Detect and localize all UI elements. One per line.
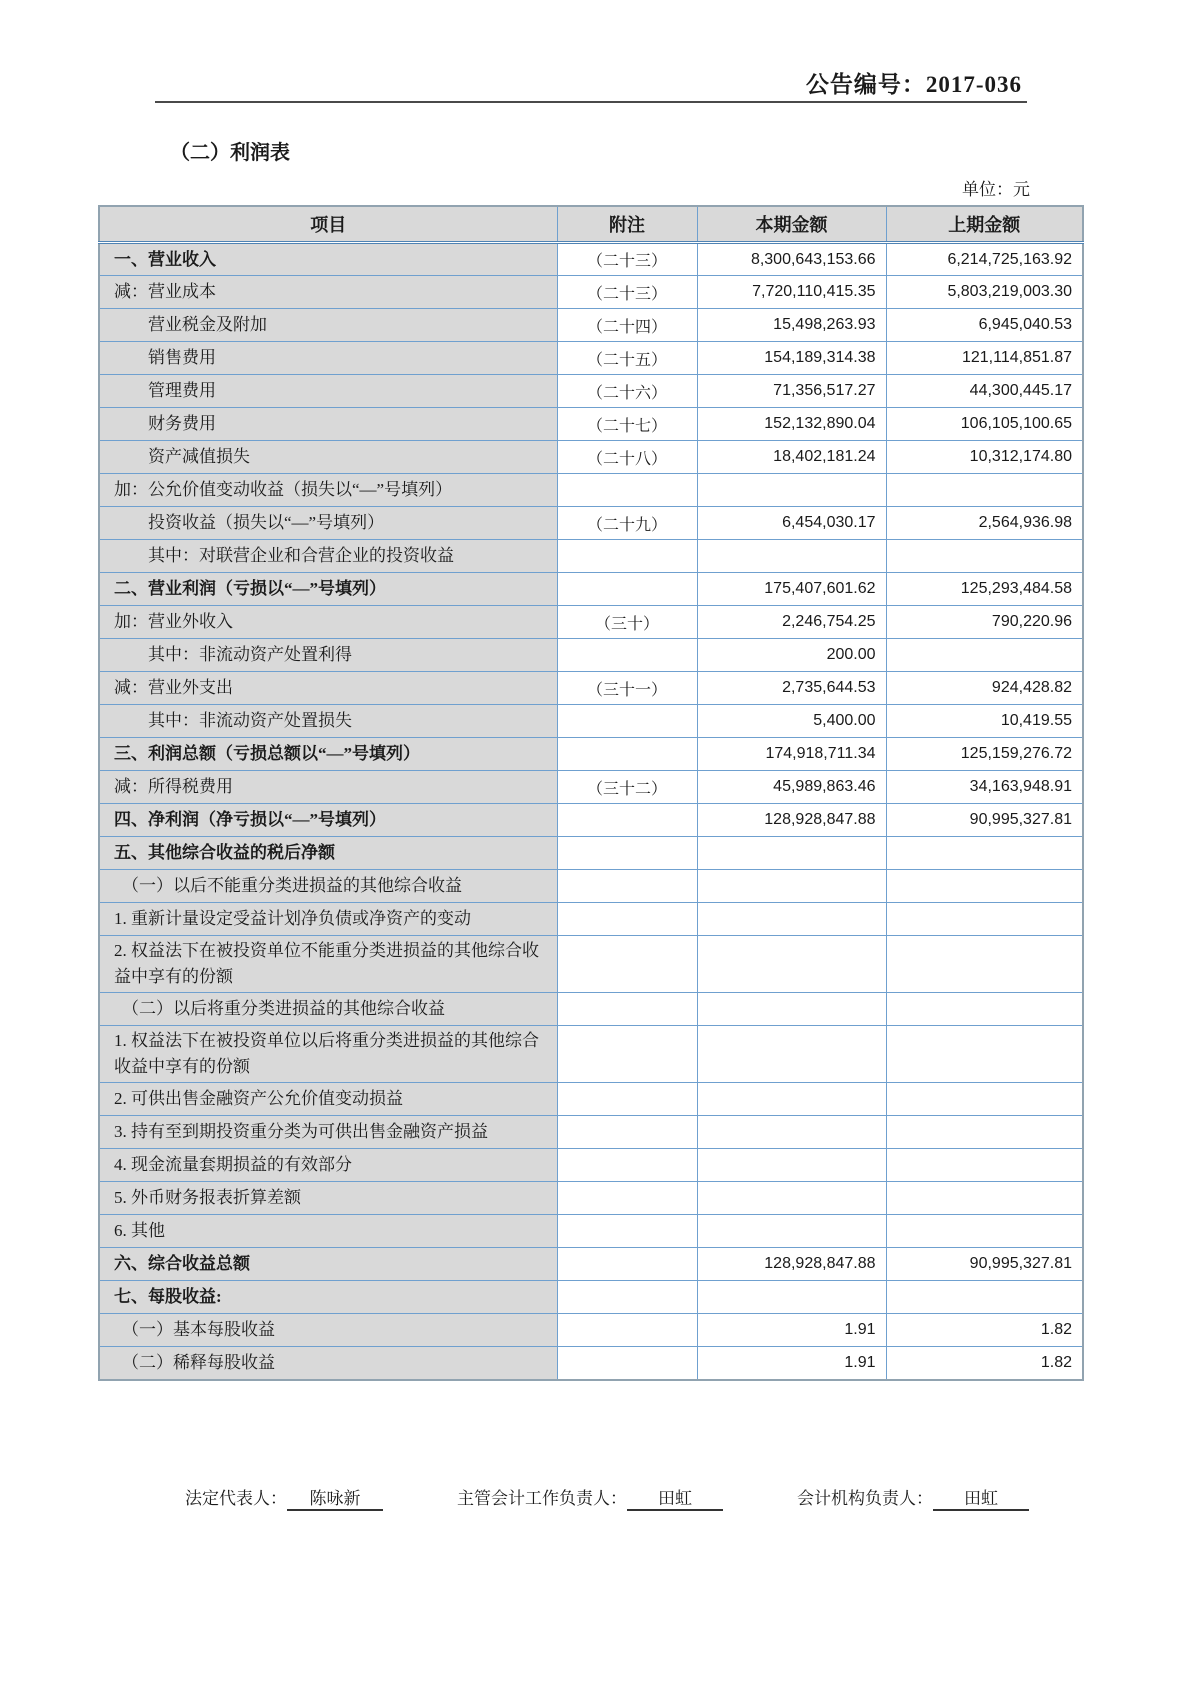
current-amount-cell: 2,246,754.25 [697,606,886,639]
item-cell: 一、营业收入 [99,243,557,276]
current-amount-cell [697,1116,886,1149]
table-row [99,573,1083,606]
note-cell [557,804,697,837]
table-header-row [99,206,1083,243]
table-row [99,936,1083,993]
item-cell: 五、其他综合收益的税后净额 [99,837,557,870]
note-cell [557,936,697,993]
current-amount-cell: 7,720,110,415.35 [697,276,886,309]
item-cell: 七、每股收益: [99,1281,557,1314]
table-row [99,738,1083,771]
table-row [99,804,1083,837]
note-cell [557,1314,697,1347]
current-amount-cell: 128,928,847.88 [697,804,886,837]
previous-amount-cell [886,993,1083,1026]
previous-amount-cell: 6,214,725,163.92 [886,243,1083,276]
signer-label: 法定代表人： [185,1489,287,1508]
note-cell: （三十一） [557,672,697,705]
table-row [99,705,1083,738]
table-row [99,606,1083,639]
previous-amount-cell [886,540,1083,573]
current-amount-cell: 15,498,263.93 [697,309,886,342]
item-cell: 2. 可供出售金融资产公允价值变动损益 [99,1083,557,1116]
current-amount-cell: 200.00 [697,639,886,672]
current-amount-cell: 2,735,644.53 [697,672,886,705]
item-cell: 三、利润总额（亏损总额以“—”号填列） [99,738,557,771]
signer-name: 田虹 [933,1484,1029,1511]
table-row [99,540,1083,573]
item-cell: 其中：非流动资产处置利得 [99,639,557,672]
previous-amount-cell: 121,114,851.87 [886,342,1083,375]
announcement-number: 公告编号：2017-036 [805,72,1022,97]
current-amount-cell [697,474,886,507]
previous-amount-cell [886,1026,1083,1083]
previous-amount-cell: 10,419.55 [886,705,1083,738]
note-cell: （二十八） [557,441,697,474]
unit-label: 单位：元 [962,180,1030,199]
previous-amount-cell: 90,995,327.81 [886,1248,1083,1281]
previous-amount-cell [886,1182,1083,1215]
table-row [99,408,1083,441]
signer-name: 陈咏新 [287,1484,383,1511]
current-amount-cell: 152,132,890.04 [697,408,886,441]
note-cell [557,1281,697,1314]
note-cell [557,1149,697,1182]
column-header-current: 本期金额 [697,206,886,243]
section-title: （二）利润表 [170,142,290,164]
signer [185,1484,383,1511]
item-cell: 管理费用 [99,375,557,408]
table-row [99,993,1083,1026]
table-row [99,309,1083,342]
previous-amount-cell [886,639,1083,672]
item-cell: （一）以后不能重分类进损益的其他综合收益 [99,870,557,903]
previous-amount-cell [886,1215,1083,1248]
table-row [99,1026,1083,1083]
current-amount-cell: 175,407,601.62 [697,573,886,606]
previous-amount-cell [886,1083,1083,1116]
table-row [99,1314,1083,1347]
previous-amount-cell: 1.82 [886,1314,1083,1347]
previous-amount-cell [886,870,1083,903]
current-amount-cell [697,993,886,1026]
note-cell [557,903,697,936]
item-cell: 3. 持有至到期投资重分类为可供出售金融资产损益 [99,1116,557,1149]
item-cell: 4. 现金流量套期损益的有效部分 [99,1149,557,1182]
note-cell: （二十九） [557,507,697,540]
item-cell: 减：营业外支出 [99,672,557,705]
table-row [99,243,1083,276]
table-row [99,1083,1083,1116]
table-row [99,1347,1083,1380]
previous-amount-cell: 90,995,327.81 [886,804,1083,837]
item-cell: 财务费用 [99,408,557,441]
header-rule [155,101,1027,103]
current-amount-cell: 45,989,863.46 [697,771,886,804]
current-amount-cell [697,1281,886,1314]
item-cell: 营业税金及附加 [99,309,557,342]
current-amount-cell [697,837,886,870]
table-row [99,1182,1083,1215]
income-statement-table [98,205,1084,1381]
note-cell [557,1215,697,1248]
current-amount-cell [697,936,886,993]
column-header-note: 附注 [557,206,697,243]
item-cell: 1. 重新计量设定受益计划净负债或净资产的变动 [99,903,557,936]
item-cell: （二）稀释每股收益 [99,1347,557,1380]
table-row [99,441,1083,474]
previous-amount-cell: 924,428.82 [886,672,1083,705]
item-cell: 六、综合收益总额 [99,1248,557,1281]
signer-label: 主管会计工作负责人： [457,1489,627,1508]
table-row [99,771,1083,804]
note-cell [557,738,697,771]
table-row [99,342,1083,375]
current-amount-cell: 8,300,643,153.66 [697,243,886,276]
current-amount-cell: 18,402,181.24 [697,441,886,474]
table-row [99,276,1083,309]
previous-amount-cell: 34,163,948.91 [886,771,1083,804]
current-amount-cell [697,870,886,903]
current-amount-cell: 128,928,847.88 [697,1248,886,1281]
note-cell [557,474,697,507]
item-cell: 减：所得税费用 [99,771,557,804]
previous-amount-cell [886,1149,1083,1182]
table-row [99,672,1083,705]
note-cell: （二十五） [557,342,697,375]
note-cell [557,870,697,903]
item-cell: 5. 外币财务报表折算差额 [99,1182,557,1215]
item-cell: 2. 权益法下在被投资单位不能重分类进损益的其他综合收益中享有的份额 [99,936,557,993]
item-cell: （一）基本每股收益 [99,1314,557,1347]
table-row [99,507,1083,540]
current-amount-cell: 154,189,314.38 [697,342,886,375]
current-amount-cell [697,1149,886,1182]
note-cell [557,1083,697,1116]
current-amount-cell [697,1215,886,1248]
item-cell: 加：公允价值变动收益（损失以“—”号填列） [99,474,557,507]
note-cell [557,993,697,1026]
previous-amount-cell: 6,945,040.53 [886,309,1083,342]
item-cell: 其中：非流动资产处置损失 [99,705,557,738]
note-cell [557,1248,697,1281]
current-amount-cell [697,1026,886,1083]
signer [797,1484,1029,1511]
note-cell: （二十六） [557,375,697,408]
note-cell [557,1347,697,1380]
item-cell: （二）以后将重分类进损益的其他综合收益 [99,993,557,1026]
previous-amount-cell: 125,159,276.72 [886,738,1083,771]
previous-amount-cell [886,837,1083,870]
table-row [99,1281,1083,1314]
item-cell: 加：营业外收入 [99,606,557,639]
previous-amount-cell [886,1116,1083,1149]
note-cell: （三十） [557,606,697,639]
previous-amount-cell [886,474,1083,507]
table-row [99,837,1083,870]
current-amount-cell [697,1083,886,1116]
item-cell: 减：营业成本 [99,276,557,309]
column-header-item: 项目 [99,206,557,243]
note-cell [557,1026,697,1083]
previous-amount-cell: 1.82 [886,1347,1083,1380]
previous-amount-cell: 790,220.96 [886,606,1083,639]
note-cell: （二十三） [557,276,697,309]
previous-amount-cell: 5,803,219,003.30 [886,276,1083,309]
note-cell [557,540,697,573]
previous-amount-cell: 44,300,445.17 [886,375,1083,408]
note-cell [557,639,697,672]
item-cell: 1. 权益法下在被投资单位以后将重分类进损益的其他综合收益中享有的份额 [99,1026,557,1083]
table-row [99,474,1083,507]
previous-amount-cell: 10,312,174.80 [886,441,1083,474]
note-cell [557,1116,697,1149]
signer-name: 田虹 [627,1484,723,1511]
signer-footer [185,1484,1140,1511]
table-row [99,1248,1083,1281]
current-amount-cell: 6,454,030.17 [697,507,886,540]
current-amount-cell: 1.91 [697,1347,886,1380]
signer-label: 会计机构负责人： [797,1489,933,1508]
note-cell: （二十四） [557,309,697,342]
note-cell [557,573,697,606]
note-cell: （二十三） [557,243,697,276]
item-cell: 6. 其他 [99,1215,557,1248]
table-row [99,1116,1083,1149]
current-amount-cell [697,1182,886,1215]
current-amount-cell: 5,400.00 [697,705,886,738]
signer [457,1484,723,1511]
current-amount-cell: 71,356,517.27 [697,375,886,408]
table-row [99,1149,1083,1182]
previous-amount-cell: 106,105,100.65 [886,408,1083,441]
note-cell: （二十七） [557,408,697,441]
note-cell [557,837,697,870]
previous-amount-cell [886,903,1083,936]
item-cell: 销售费用 [99,342,557,375]
note-cell [557,1182,697,1215]
item-cell: 投资收益（损失以“—”号填列） [99,507,557,540]
previous-amount-cell: 2,564,936.98 [886,507,1083,540]
table-row [99,903,1083,936]
note-cell [557,705,697,738]
table-row [99,639,1083,672]
table-row [99,1215,1083,1248]
previous-amount-cell [886,936,1083,993]
current-amount-cell: 174,918,711.34 [697,738,886,771]
previous-amount-cell: 125,293,484.58 [886,573,1083,606]
item-cell: 资产减值损失 [99,441,557,474]
table-row [99,375,1083,408]
current-amount-cell [697,540,886,573]
previous-amount-cell [886,1281,1083,1314]
item-cell: 其中：对联营企业和合营企业的投资收益 [99,540,557,573]
current-amount-cell [697,903,886,936]
item-cell: 四、净利润（净亏损以“—”号填列） [99,804,557,837]
note-cell: （三十二） [557,771,697,804]
item-cell: 二、营业利润（亏损以“—”号填列） [99,573,557,606]
current-amount-cell: 1.91 [697,1314,886,1347]
table-row [99,870,1083,903]
column-header-previous: 上期金额 [886,206,1083,243]
